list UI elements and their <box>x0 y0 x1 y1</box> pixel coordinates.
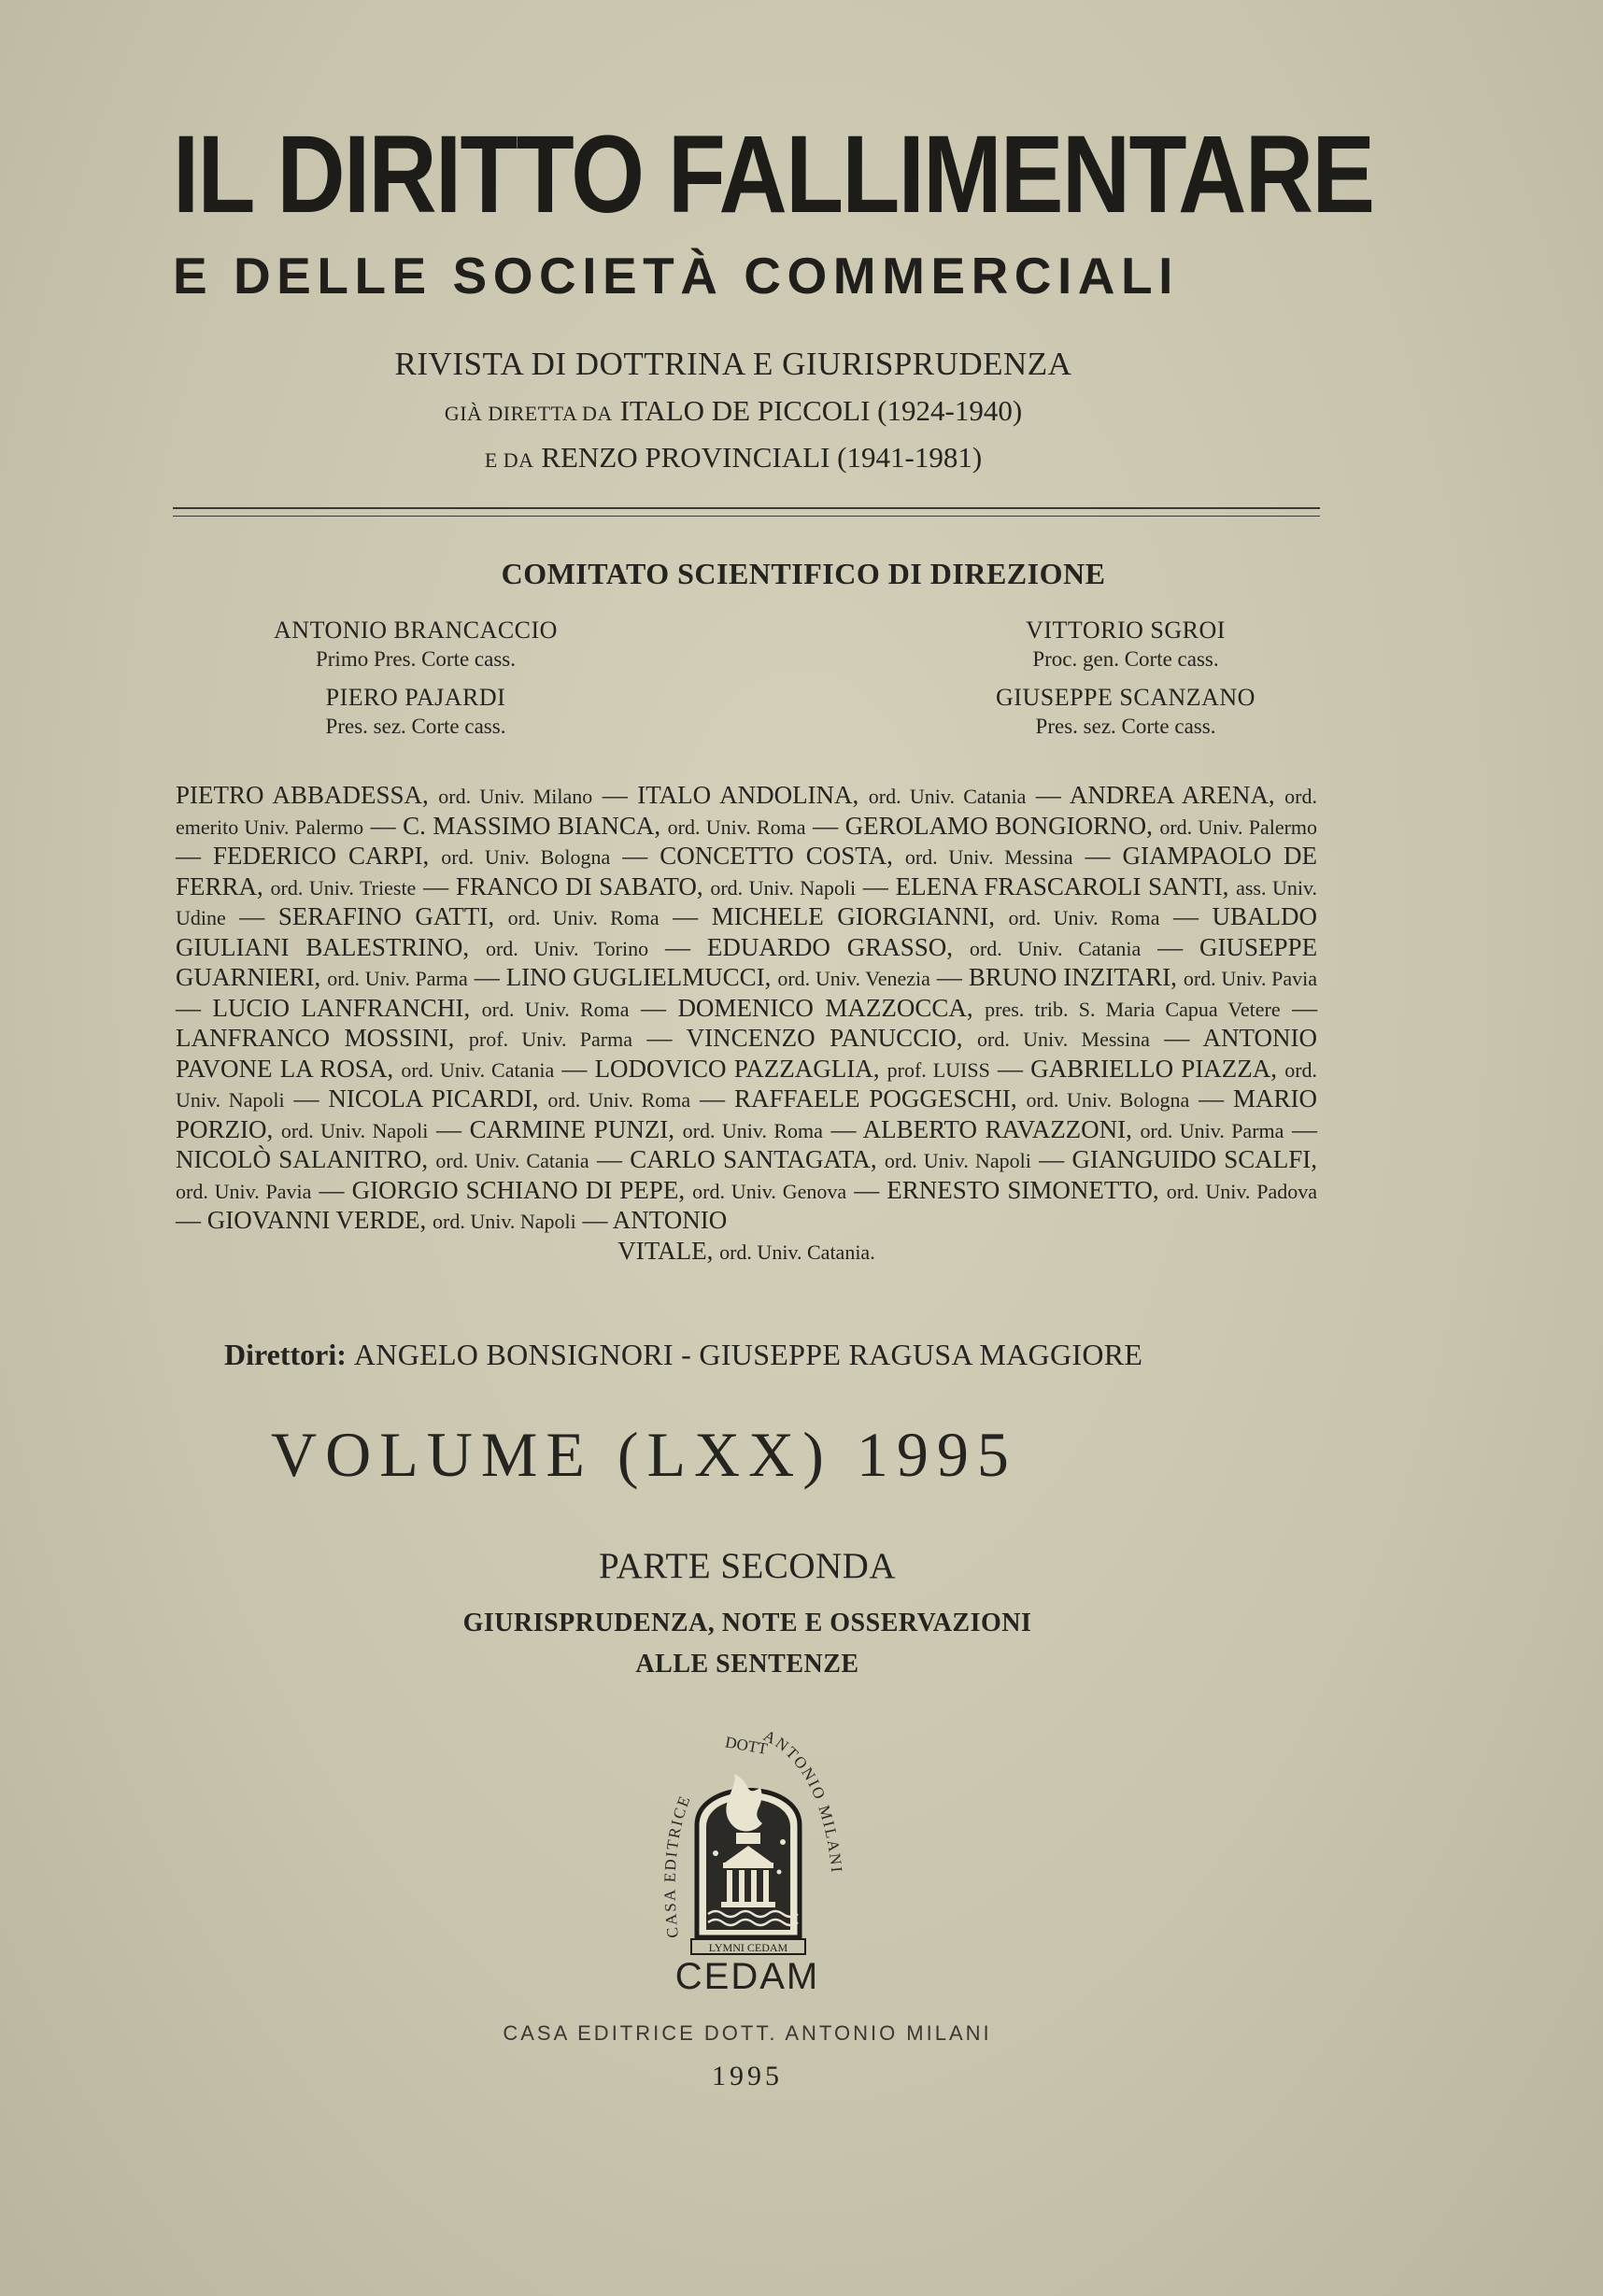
publication-year: 1995 <box>712 2061 783 2091</box>
member-affiliation: ord. Univ. Messina <box>977 1028 1150 1051</box>
member-affiliation: ord. Univ. Palermo <box>1159 815 1318 839</box>
member-affiliation: ord. Univ. Catania <box>401 1057 555 1082</box>
committee-member <box>934 684 1317 739</box>
member-name: LANFRANCO MOSSINI <box>176 1024 448 1052</box>
member-affiliation: ord. Univ. Roma <box>507 906 660 929</box>
member-affiliation: ord. Univ. Roma <box>481 997 630 1021</box>
member-affiliation: ord. Univ. Catania <box>868 785 1027 808</box>
emblem-band-text: LYMNI CEDAM <box>708 1941 788 1954</box>
member-name: CONCETTO COSTA <box>660 842 887 870</box>
directors-line <box>224 1338 1345 1372</box>
member-name: PIETRO ABBADESSA <box>176 781 423 809</box>
publisher-name: CEDAM <box>674 1956 820 1997</box>
member-name: VITALE <box>617 1236 707 1265</box>
member-affiliation: ord. Univ. Genova <box>692 1179 847 1203</box>
member-name: UBALDO GIULIANI BALESTRINO <box>176 902 1318 961</box>
member-affiliation: ord. Univ. Napoli <box>280 1118 429 1142</box>
member-affiliation: ord. Univ. Roma <box>667 815 806 839</box>
former-director-2-prefix: E DA <box>484 448 534 472</box>
divider-rule <box>173 507 1320 509</box>
member-name: GIOVANNI VERDE <box>206 1206 420 1234</box>
member-name: ANDREA ARENA <box>1069 781 1269 809</box>
member-affiliation: ass. Univ. Udine <box>176 875 1318 929</box>
member-name: LINO GUGLIELMUCCI <box>505 963 765 991</box>
former-director-1-name: ITALO DE PICCOLI (1924-1940) <box>619 394 1023 427</box>
committee-member-role: Proc. gen. Corte cass. <box>1032 647 1219 671</box>
member-affiliation: pres. trib. S. Maria Capua Vetere <box>985 997 1281 1021</box>
former-director-2 <box>374 441 1093 475</box>
member-affiliation: ord. Univ. Napoli <box>884 1149 1031 1172</box>
member-name: CARMINE PUNZI <box>469 1114 669 1143</box>
part-heading: PARTE SECONDA <box>598 1546 897 1586</box>
committee-member-name: VITTORIO SGROI <box>1026 617 1226 644</box>
member-affiliation: prof. Univ. Parma <box>468 1028 632 1051</box>
member-name: MARIO PORZIO <box>176 1084 1318 1143</box>
directors-label: Direttori: <box>224 1338 347 1371</box>
member-name: ELENA FRASCAROLI SANTI <box>895 872 1223 900</box>
member-affiliation: ord. Univ. Venezia <box>777 967 930 990</box>
member-name: NICOLA PICARDI <box>328 1084 532 1113</box>
member-affiliation: ord. Univ. Parma <box>1140 1118 1284 1142</box>
journal-description: RIVISTA DI DOTTRINA E GIURISPRUDENZA <box>394 346 1072 382</box>
committee-member <box>224 617 607 672</box>
directors-names: ANGELO BONSIGNORI - GIUSEPPE RAGUSA MAGGIORE <box>353 1338 1143 1371</box>
committee-heading: COMITATO SCIENTIFICO DI DIREZIONE <box>501 557 1106 590</box>
member-affiliation: ord. Univ. Padova <box>1166 1179 1318 1203</box>
member-affiliation: ord. Univ. Pavia <box>1183 967 1318 990</box>
committee-member-role: Pres. sez. Corte cass. <box>325 715 506 738</box>
member-affiliation: ord. Univ. Torino <box>485 936 649 960</box>
member-name: GIUSEPPE GUARNIERI <box>176 932 1318 991</box>
member-last-line: VITALE, ord. Univ. Catania. <box>617 1236 875 1265</box>
member-name: ITALO ANDOLINA <box>637 781 853 809</box>
journal-subtitle: E DELLE SOCIETÀ COMMERCIALI <box>173 247 1179 305</box>
publisher-full-name: CASA EDITRICE DOTT. ANTONIO MILANI <box>503 2021 992 2045</box>
former-director-2-name: RENZO PROVINCIALI (1941-1981) <box>541 441 983 474</box>
member-affiliation: ord. Univ. Catania. <box>719 1240 875 1264</box>
member-name: NICOLÒ SALANITRO <box>176 1145 422 1173</box>
committee-member-role: Primo Pres. Corte cass. <box>315 647 516 671</box>
member-name: ANTONIO <box>612 1206 728 1234</box>
member-affiliation: ord. Univ. Parma <box>327 967 468 990</box>
member-affiliation: ord. Univ. Milano <box>438 785 593 808</box>
committee-member-role: Pres. sez. Corte cass. <box>1035 715 1216 738</box>
member-name: C. MASSIMO BIANCA <box>403 811 655 840</box>
member-name: FEDERICO CARPI <box>213 842 423 870</box>
committee-member <box>224 684 607 739</box>
emblem-arc-right: ANTONIO MILANI <box>760 1726 846 1876</box>
member-name: ANTONIO PAVONE LA ROSA <box>176 1024 1317 1083</box>
member-name: DOMENICO MAZZOCCA <box>677 993 967 1022</box>
member-name: SERAFINO GATTI <box>277 902 489 930</box>
member-affiliation: ord. Univ. Bologna <box>1026 1088 1190 1112</box>
divider-rule-thin <box>173 516 1320 517</box>
member-affiliation: ord. Univ. Roma <box>547 1088 691 1112</box>
member-affiliation: ord. Univ. Napoli <box>710 875 857 900</box>
section-heading-line-1: GIURISPRUDENZA, NOTE E OSSERVAZIONI <box>462 1609 1032 1637</box>
member-name: GEROLAMO BONGIORNO <box>844 811 1147 840</box>
member-affiliation: ord. Univ. Messina <box>904 845 1073 869</box>
member-name: ALBERTO RAVAZZONI <box>862 1114 1127 1143</box>
member-affiliation: ord. emerito Univ. Palermo <box>176 785 1317 839</box>
member-name: GIORGIO SCHIANO DI PEPE <box>351 1175 679 1204</box>
former-director-1 <box>374 394 1093 428</box>
former-director-1-prefix: GIÀ DIRETTA DA <box>444 402 613 425</box>
member-name: GABRIELLO PIAZZA <box>1030 1054 1271 1083</box>
member-name: EDUARDO GRASSO <box>706 932 947 961</box>
member-affiliation: prof. LUISS <box>887 1057 990 1082</box>
members-list: PIETRO ABBADESSA, ord. Univ. Milano — ITALO ANDOLINA, ord. Univ. Catania — ANDREA ARENA, ord. emerito Univ. Palermo — C. MASSIMO BIANCA, ord. Univ. Roma — GEROLAMO BONGIORNO, ord. Univ. Palermo — FEDERICO CARPI, ord. Univ. Bologna — CONCETTO COSTA, ord. Univ. Messina — GIAMPAOLO DE FERRA, ord. Univ. Trieste — FRANCO DI SABATO, ord. Univ. Napoli — ELENA FRASCAROLI SANTI, ass. Univ. Udine — SERAFINO GATTI, ord. Univ. Roma — MICHELE GIORGIANNI, ord. Univ. Roma — UBALDO GIULIANI BALESTRINO, ord. Univ. Torino — EDUARDO GRASSO, ord. Univ. Catania — GIUSEPPE GUARNIERI, ord. Univ. Parma — LINO GUGLIELMUCCI, ord. Univ. Venezia — BRUNO INZITARI, ord. Univ. Pavia — LUCIO LANFRANCHI, ord. Univ. Roma — DOMENICO MAZZOCCA, pres. trib. S. Maria Capua Vetere — LANFRANCO MOSSINI, prof. Univ. Parma — VINCENZO PANUCCIO, ord. Univ. Messina — ANTONIO PAVONE LA ROSA, ord. Univ. Catania — LODOVICO PAZZAGLIA, prof. LUISS — GABRIELLO PIAZZA, ord. Univ. Napoli — NICOLA PICARDI, ord. Univ. Roma — RAFFAELE POGGESCHI, ord. Univ. Bologna — MARIO PORZIO, ord. Univ. Napoli — CARMINE PUNZI, ord. Univ. Roma — ALBERTO RAVAZZONI, ord. Univ. Parma — NICOLÒ SALANITRO, ord. Univ. Catania — CARLO SANTAGATA, ord. Univ. Napoli — GIANGUIDO SCALFI, ord. Univ. Pavia — GIORGIO SCHIANO DI PEPE, ord. Univ. Genova — ERNESTO SIMONETTO, ord. Univ. Padova — GIOVANNI VERDE, ord. Univ. Napoli — ANTONIO VITALE, ord. Univ. Catania. <box>176 781 1317 1267</box>
member-affiliation: ord. Univ. Roma <box>682 1118 823 1142</box>
emblem-arc-left: CASA EDITRICE <box>660 1792 694 1939</box>
committee-member-name: PIERO PAJARDI <box>325 684 506 711</box>
member-name: CARLO SANTAGATA <box>630 1145 871 1173</box>
committee-member-name: GIUSEPPE SCANZANO <box>996 684 1255 711</box>
member-affiliation: ord. Univ. Napoli <box>176 1057 1318 1112</box>
emblem-arc-top: DOTT <box>723 1733 769 1758</box>
member-affiliation: ord. Univ. Catania <box>969 936 1142 960</box>
member-affiliation: ord. Univ. Catania <box>435 1149 589 1172</box>
member-affiliation: ord. Univ. Bologna <box>441 845 611 869</box>
section-heading-line-2: ALLE SENTENZE <box>635 1650 859 1679</box>
committee-member <box>934 617 1317 672</box>
member-name: VINCENZO PANUCCIO <box>686 1024 957 1052</box>
member-name: MICHELE GIORGIANNI <box>711 902 989 930</box>
committee-member-name: ANTONIO BRANCACCIO <box>274 617 558 644</box>
member-name: GIANGUIDO SCALFI <box>1071 1145 1312 1173</box>
member-name: ERNESTO SIMONETTO <box>887 1175 1153 1204</box>
member-affiliation: ord. Univ. Trieste <box>270 875 417 900</box>
publisher-emblem-icon <box>650 1722 856 1956</box>
member-name: GIAMPAOLO DE FERRA <box>176 842 1318 900</box>
member-name: LODOVICO PAZZAGLIA <box>594 1054 873 1083</box>
member-affiliation: ord. Univ. Pavia <box>176 1179 312 1203</box>
journal-title: IL DIRITTO FALLIMENTARE <box>173 113 1374 236</box>
member-name: FRANCO DI SABATO <box>455 872 697 900</box>
volume-heading: VOLUME (LXX) 1995 <box>271 1419 1017 1490</box>
member-affiliation: ord. Univ. Napoli <box>433 1210 576 1233</box>
member-name: RAFFAELE POGGESCHI <box>733 1084 1011 1113</box>
member-name: LUCIO LANFRANCHI <box>212 993 464 1022</box>
member-name: BRUNO INZITARI <box>968 963 1171 991</box>
member-affiliation: ord. Univ. Roma <box>1008 906 1160 929</box>
